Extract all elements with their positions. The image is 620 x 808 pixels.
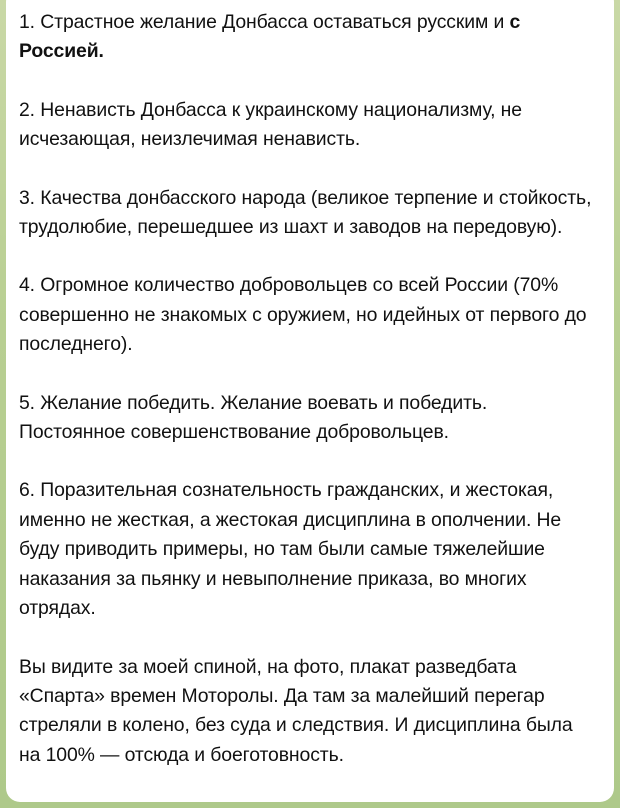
paragraph-2: 2. Ненависть Донбасса к украинскому национализму, не исчезающая, неизлечимая ненависть. xyxy=(19,98,522,151)
paragraph-1 xyxy=(19,8,598,67)
paragraph-4-text: 4. Огромное количество добровольцев со всей России (70% совершенно не знакомых с оружием, но идейных от первого до последнего). xyxy=(19,274,587,356)
paragraph-1-bold: с Россией. xyxy=(19,11,521,63)
paragraph-1-text: 1. Страстное желание Донбасса оставаться русским и xyxy=(19,11,510,33)
message-bubble xyxy=(6,0,614,802)
paragraph-4 xyxy=(19,271,598,359)
paragraph-6: 6. Поразительная сознательность гражданских, и жестокая, именно не жесткая, а жестокая дисциплина в ополчении. Не буду приводить примеры, но там были самые тяжелейшие наказания за пьянку и невыполнение приказа, во многих отрядах. xyxy=(19,479,562,620)
paragraph-5: 5. Желание победить. Желание воевать и победить. Постоянное совершенствование добровольцев. xyxy=(19,391,488,444)
paragraph-7: Вы видите за моей спиной, на фото, плакат разведбата «Спарта» времен Моторолы. Да там за малейший перегар стреляли в колено, без суда и следствия. И дисциплина была на 100% — отсюда и боеготовность. xyxy=(19,655,573,766)
paragraph-3: 3. Качества донбасского народа (великое терпение и стойкость, трудолюбие, перешедшее из шахт и заводов на передовую). xyxy=(19,186,592,239)
